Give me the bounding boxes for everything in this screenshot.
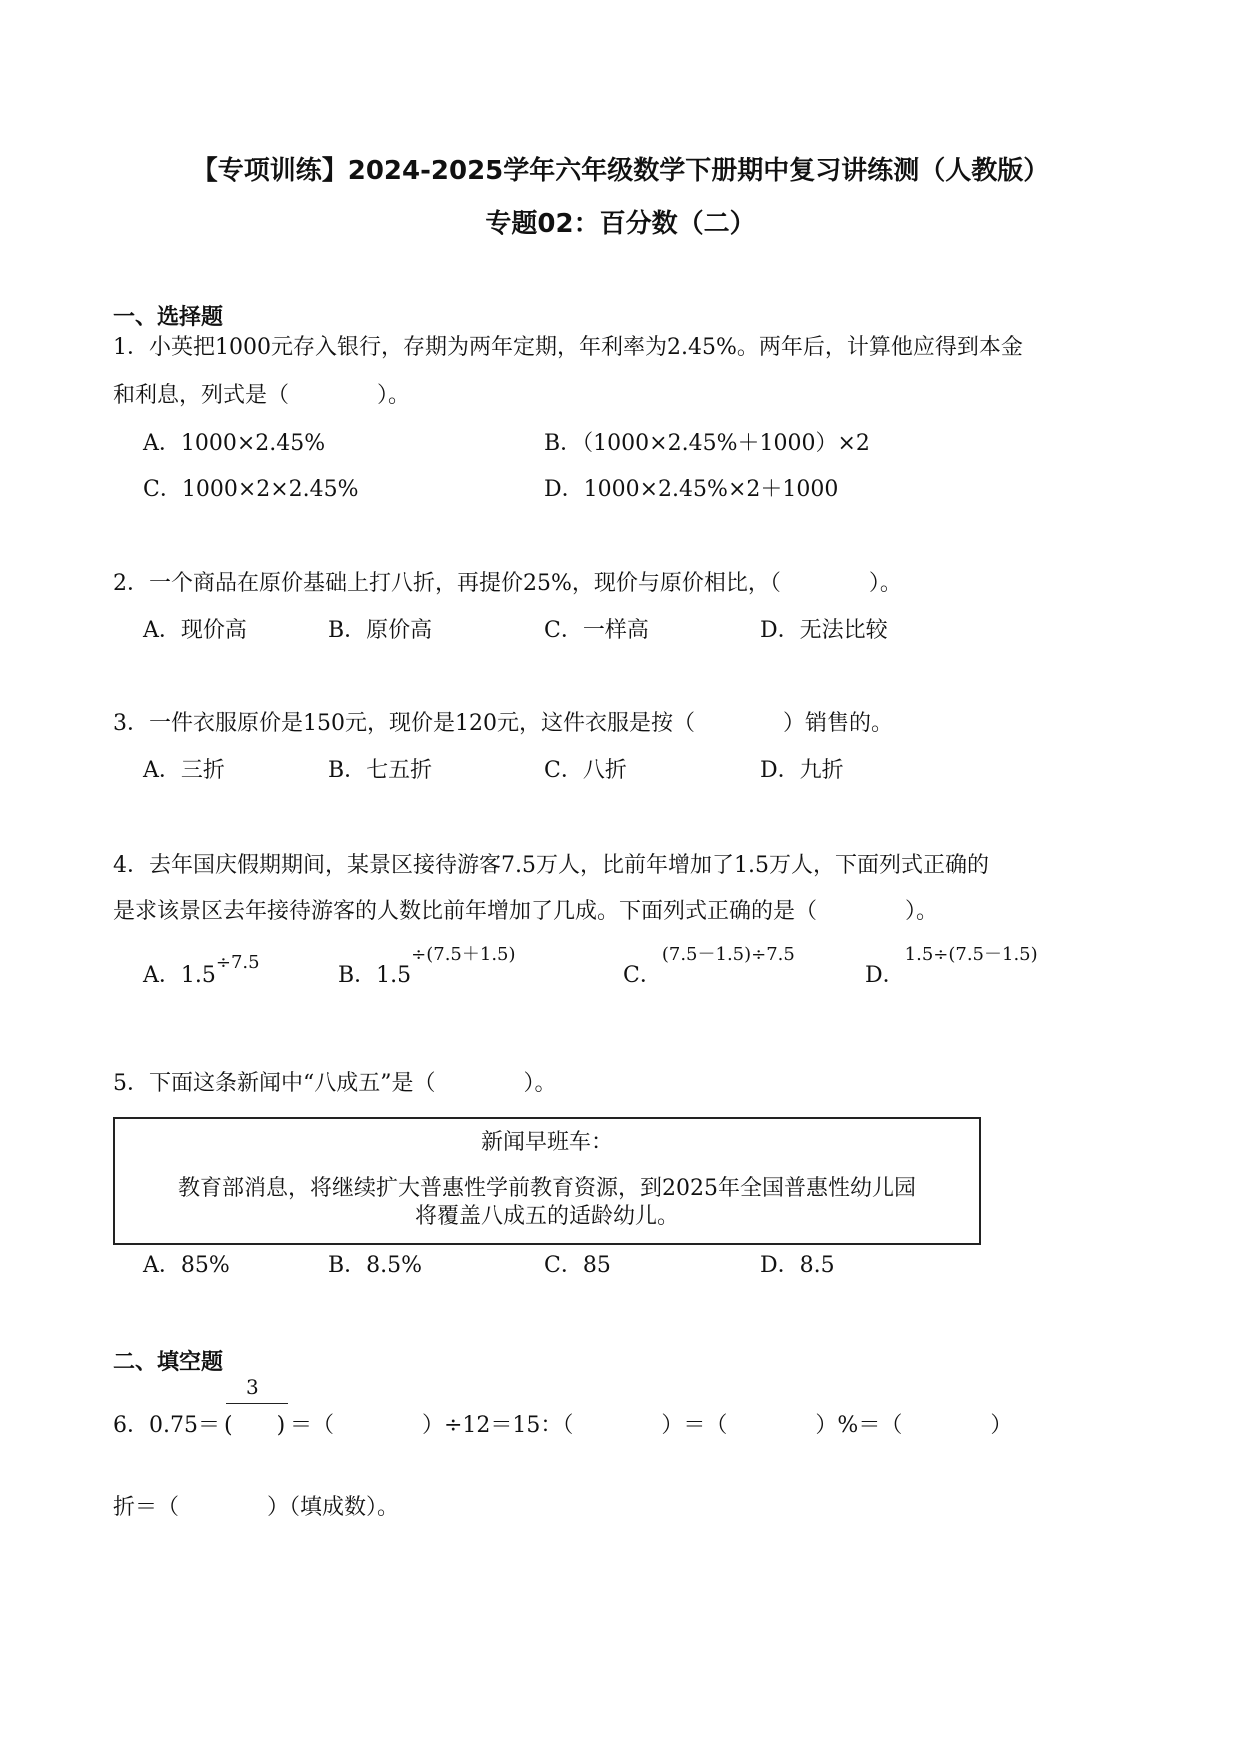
question-2-option-d[interactable]: D．无法比较 [760,618,888,643]
question-6-rest[interactable]: ＝（ ）÷12＝15：（ ）＝（ ）%＝（ ） [290,1413,1013,1438]
news-box [113,1117,981,1245]
question-4-option-a-expr: ÷7.5 [215,952,260,973]
question-3-option-b[interactable]: B．七五折 [328,758,433,783]
question-3-option-d[interactable]: D．九折 [760,758,844,783]
question-4-option-b[interactable] [338,944,516,991]
question-5-option-c[interactable]: C．85 [544,1253,611,1278]
document-title: 【专项训练】2024-2025学年六年级数学下册期中复习讲练测（人教版） [191,156,1050,186]
question-3-text: 3．一件衣服原价是150元，现价是120元，这件衣服是按（ ）销售的。 [113,711,893,736]
question-1-line2: 和利息，列式是（ ）。 [113,383,411,408]
question-4-option-c-expr: (7.5－1.5)÷7.5 [661,944,795,965]
question-5-option-d[interactable]: D．8.5 [760,1253,835,1278]
question-4-option-b-expr: ÷(7.5＋1.5) [411,944,516,965]
question-4-option-d-label: D． [865,963,905,988]
section-heading-choice: 一、选择题 [113,305,224,330]
fraction-bar [226,1403,288,1404]
question-4-option-d-expr: 1.5÷(7.5－1.5) [904,944,1038,965]
news-title: 新闻早班车： [480,1130,613,1155]
question-1-option-c[interactable]: C．1000×2×2.45% [143,477,359,502]
question-1-option-a[interactable]: A．1000×2.45% [143,431,326,456]
news-line-1: 教育部消息，将继续扩大普惠性学前教育资源，到2025年全国普惠性幼儿园 [178,1176,916,1201]
question-6-line2[interactable]: 折＝（ ）（填成数）。 [113,1495,400,1520]
news-line-2: 将覆盖八成五的适龄幼儿。 [414,1204,679,1229]
question-3-option-c[interactable]: C．八折 [544,758,627,783]
question-4-line1: 4．去年国庆假期期间，某景区接待游客7.5万人，比前年增加了1.5万人，下面列式正确的 [113,853,989,878]
question-2-option-c[interactable]: C．一样高 [544,618,649,643]
question-2-text: 2．一个商品在原价基础上打八折，再提价25%，现价与原价相比，（ ）。 [113,571,902,596]
question-5-option-a[interactable]: A．85% [143,1253,230,1278]
question-5-text: 5．下面这条新闻中“八成五”是（ ）。 [113,1071,557,1096]
question-4-option-c-label: C． [623,963,662,988]
question-4-option-a[interactable] [143,952,260,991]
question-1-option-b[interactable]: B．（1000×2.45%＋1000）×2 [544,431,870,456]
question-6-prefix: 6．0.75＝ [113,1413,220,1438]
document-subtitle: 专题02：百分数（二） [485,209,756,239]
section-heading-fill: 二、填空题 [113,1350,224,1375]
question-2-option-b[interactable]: B．原价高 [328,618,433,643]
question-3-option-a[interactable]: A．三折 [143,758,225,783]
question-2-option-a[interactable]: A．现价高 [143,618,247,643]
fraction-numerator: 3 [246,1375,259,1399]
question-1-line1: 1．小英把1000元存入银行，存期为两年定期，年利率为2.45%。两年后，计算他应得到本金 [113,335,1023,360]
question-1-option-d[interactable]: D．1000×2.45%×2＋1000 [544,477,839,502]
fraction-denominator-blank[interactable]: ( ) [224,1413,286,1438]
question-4-line2: 是求该景区去年接待游客的人数比前年增加了几成。下面列式正确的是（ ）。 [113,899,939,924]
question-4-option-b-label: B．1.5 [338,963,412,988]
question-4-option-a-label: A．1.5 [143,963,216,988]
question-5-option-b[interactable]: B．8.5% [328,1253,423,1278]
